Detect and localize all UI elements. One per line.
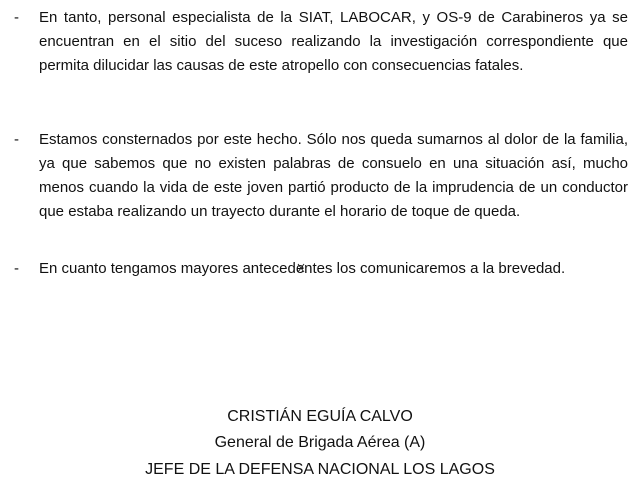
signature-name: CRISTIÁN EGUÍA CALVO xyxy=(227,408,413,425)
bullet-paragraph: Estamos consternados por este hecho. Sólo nos queda sumarnos al dolor de la familia, ya que sabemos que no existen palabras de consuelo en una situación así, mucho menos cuando la vida de este joven partió producto de la imprudencia de un conductor que estaba realizando un trayecto durante el horario de toque de queda. xyxy=(39,131,628,220)
bullet-paragraph: En cuanto tengamos mayores antecedentes los comunicaremos a la brevedad. xyxy=(39,260,566,277)
text-cursor-icon xyxy=(297,263,305,273)
bullet-paragraph: En tanto, personal especialista de la SIAT, LABOCAR, y OS-9 de Carabineros ya se encuentran en el sitio del suceso realizando la investigación correspondiente que permita dilucidar las causas de este atropello con consecuencias fatales. xyxy=(39,9,628,74)
bullet-marker: - xyxy=(14,9,19,26)
bullet-marker: - xyxy=(14,131,19,148)
signature-rank: General de Brigada Aérea (A) xyxy=(214,434,426,451)
signature-office: JEFE DE LA DEFENSA NACIONAL LOS LAGOS xyxy=(145,461,495,478)
bullet-marker: - xyxy=(14,260,19,277)
